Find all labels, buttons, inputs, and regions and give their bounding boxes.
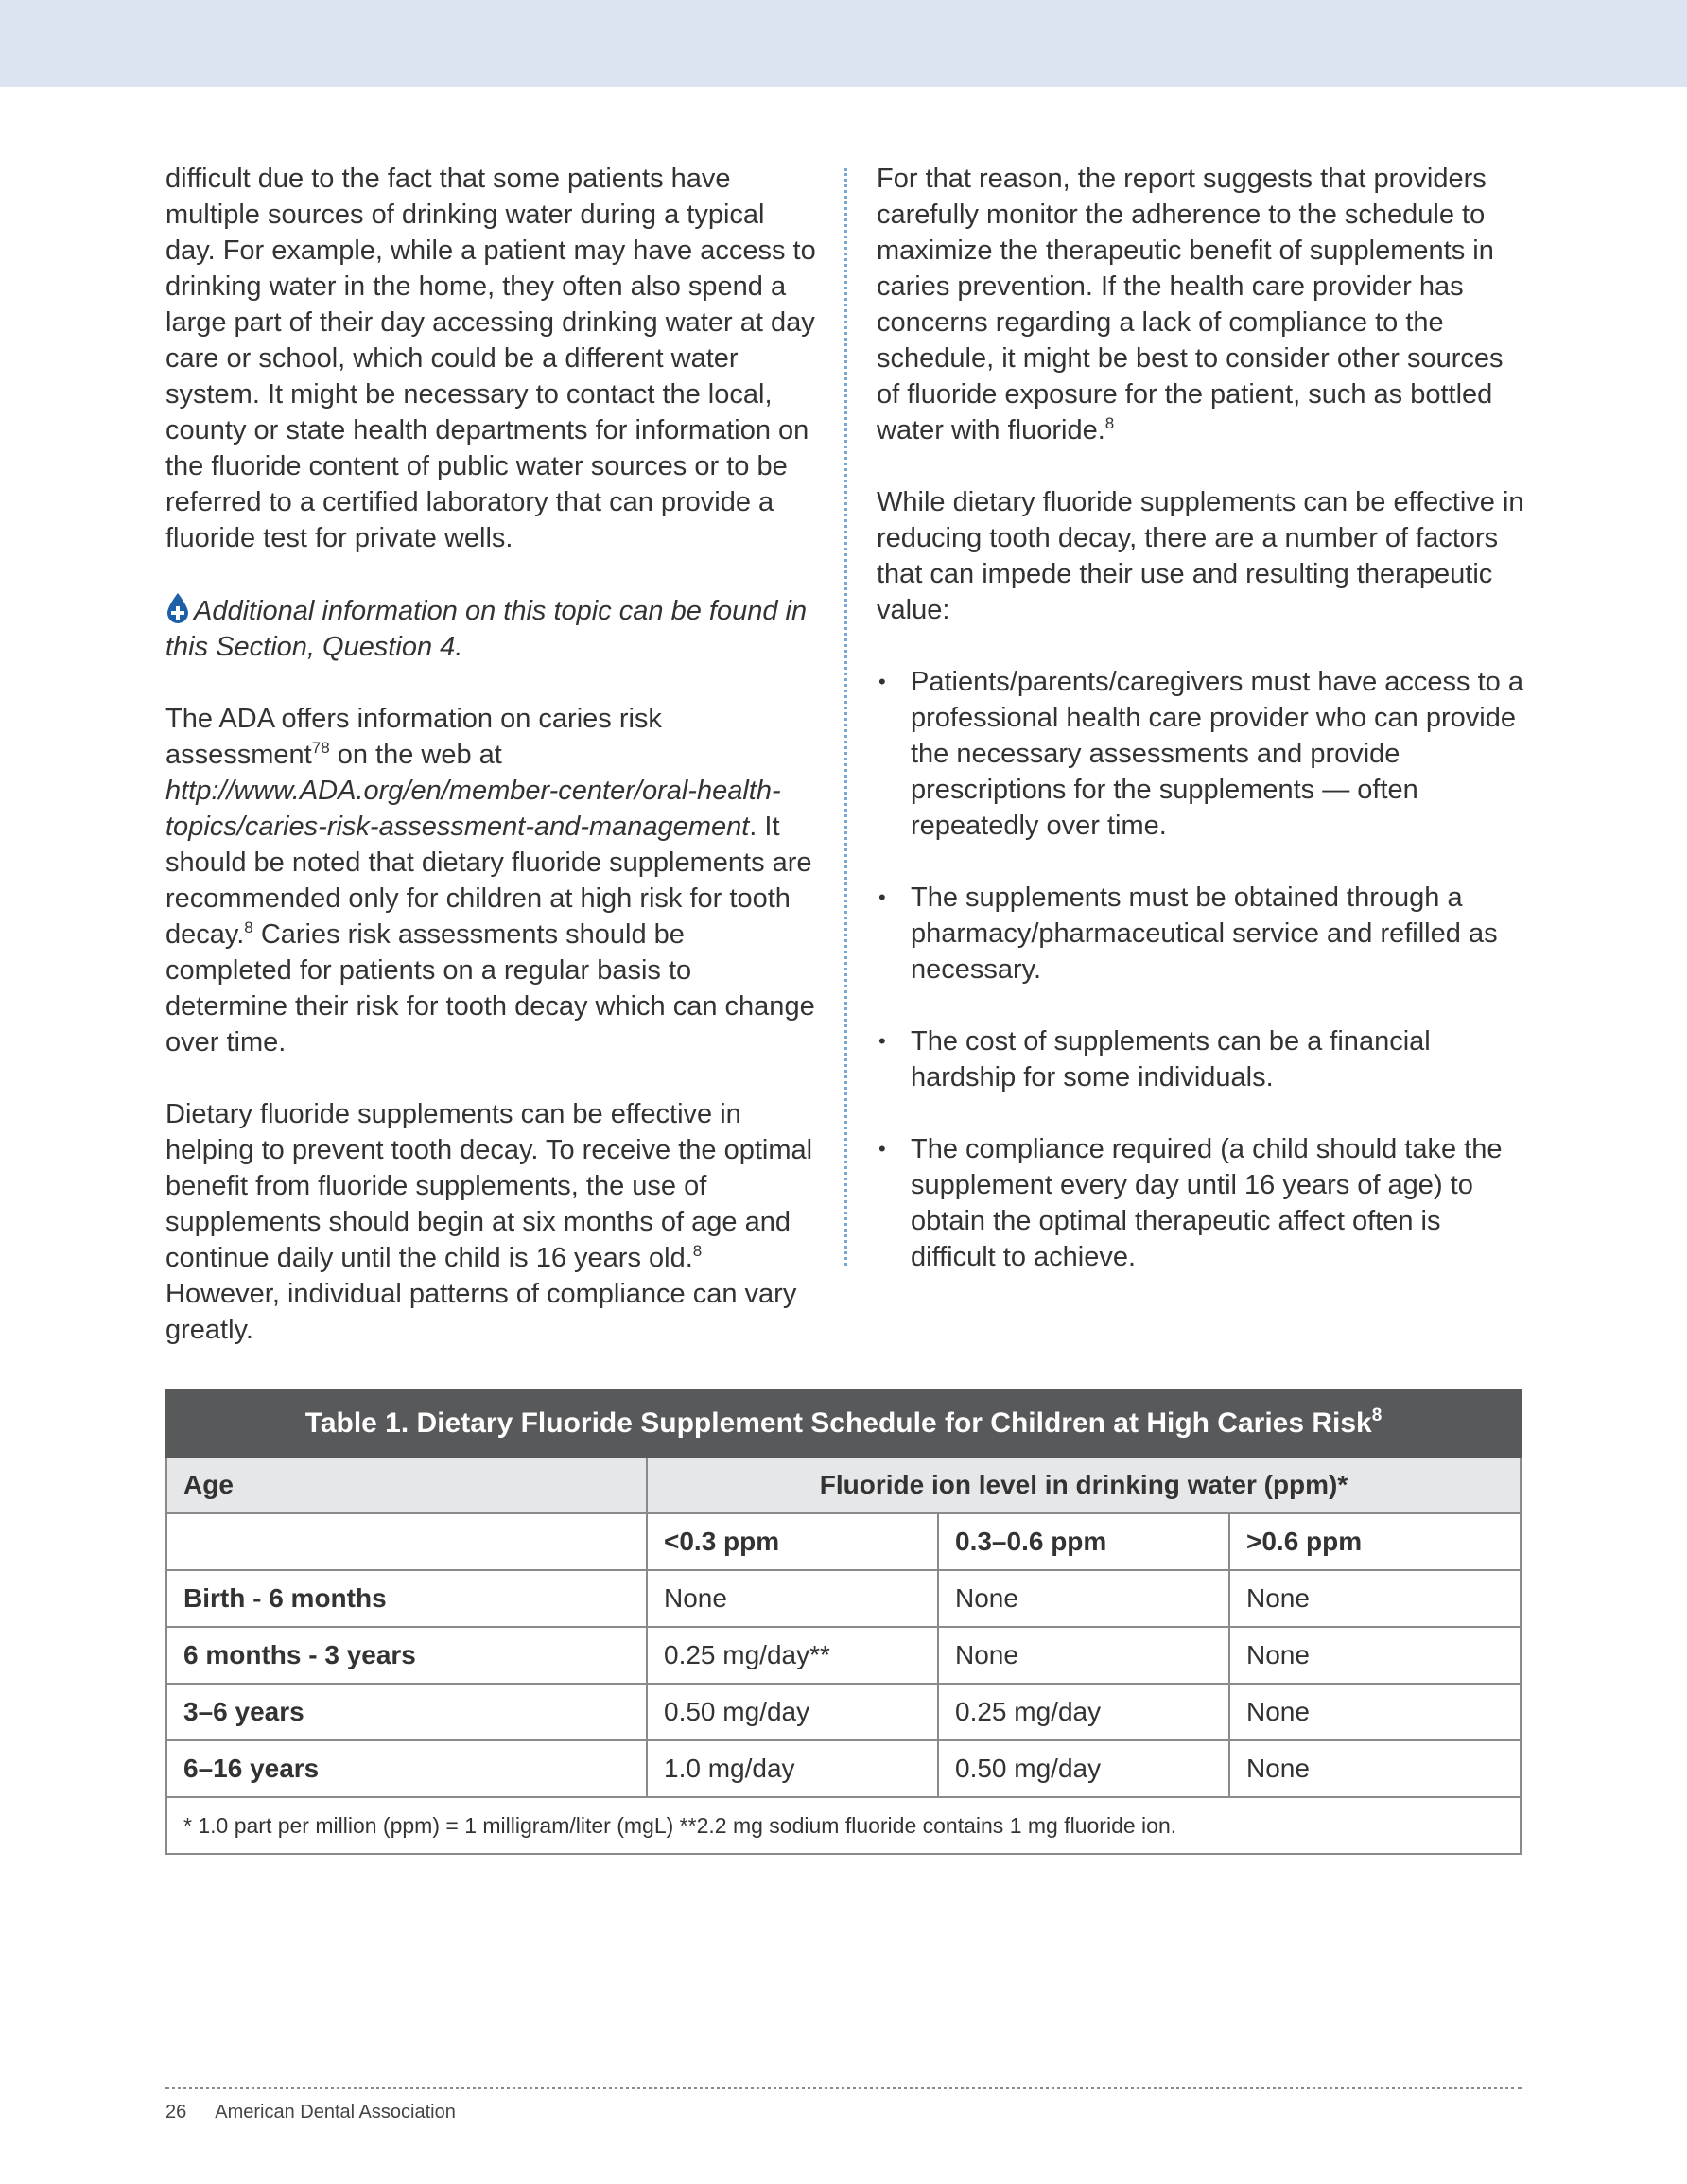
list-item-text: The supplements must be obtained through a pharmacy/pharmaceutical service and refilled as necessary. bbox=[911, 882, 1498, 985]
list-item bbox=[877, 1023, 1529, 1095]
bullet-icon: • bbox=[878, 670, 886, 693]
dose-cell: None bbox=[1229, 1740, 1521, 1797]
bullet-icon: • bbox=[878, 1137, 886, 1161]
footnote-ref: 8 bbox=[244, 918, 253, 936]
text-span: For that reason, the report suggests that providers carefully monitor the adherence to the schedule to maximize the therapeutic benefit of supplements in caries prevention. If the health care provider has concerns regarding a lack of compliance to the schedule, it might be best to consider other sources of fluoride exposure for the patient, such as bottled water with fluoride. bbox=[877, 164, 1504, 446]
age-cell: 3–6 years bbox=[166, 1684, 647, 1740]
age-cell: 6–16 years bbox=[166, 1740, 647, 1797]
text-span: Caries risk assessments should be completed for patients on a regular basis to determine their risk for tooth decay which can change over time. bbox=[165, 919, 815, 1057]
table-footnote: * 1.0 part per million (ppm) = 1 milligram/liter (mgL) **2.2 mg sodium fluoride contains 1 mg fluoride ion. bbox=[166, 1797, 1521, 1854]
dose-cell: 0.25 mg/day** bbox=[647, 1627, 938, 1684]
text-span: Dietary fluoride supplements can be effective in helping to prevent tooth decay. To receive the optimal benefit from fluoride supplements, the use of supplements should begin at six months of age and continue daily until the child is 16 years old. bbox=[165, 1099, 813, 1273]
level-header: Fluoride ion level in drinking water (ppm)* bbox=[647, 1457, 1521, 1513]
level-column-header: >0.6 ppm bbox=[1229, 1513, 1521, 1570]
age-header: Age bbox=[166, 1457, 647, 1513]
list-item bbox=[877, 880, 1529, 987]
footer-divider bbox=[165, 2087, 1522, 2089]
top-header-band bbox=[0, 0, 1687, 87]
age-cell: Birth - 6 months bbox=[166, 1570, 647, 1627]
text-span: The ADA offers information on caries risk assessment bbox=[165, 704, 662, 770]
page-number: 26 bbox=[165, 2102, 187, 2123]
list-item-text: The compliance required (a child should take the supplement every day until 16 years of age) to obtain the optimal therapeutic affect often is difficult to achieve. bbox=[911, 1134, 1503, 1272]
level-column-header: 0.3–0.6 ppm bbox=[938, 1513, 1229, 1570]
left-column bbox=[165, 161, 818, 1384]
dose-cell: 1.0 mg/day bbox=[647, 1740, 938, 1797]
table-title-text: Table 1. Dietary Fluoride Supplement Schedule for Children at High Caries Risk bbox=[304, 1407, 1372, 1439]
dose-cell: None bbox=[1229, 1684, 1521, 1740]
fluoride-supplement-table bbox=[165, 1389, 1522, 1855]
right-paragraph-2: While dietary fluoride supplements can be effective in reducing tooth decay, there are a number of factors that can impede their use and resulting therapeutic value: bbox=[877, 487, 1524, 625]
list-item bbox=[877, 1131, 1529, 1275]
dose-cell: None bbox=[938, 1570, 1229, 1627]
table-title bbox=[166, 1390, 1521, 1457]
list-item-text: The cost of supplements can be a financial hardship for some individuals. bbox=[911, 1026, 1431, 1092]
column-divider bbox=[844, 168, 847, 1266]
footer-organization: American Dental Association bbox=[215, 2102, 456, 2123]
level-column-header: <0.3 ppm bbox=[647, 1513, 938, 1570]
table-row bbox=[166, 1627, 1521, 1684]
dose-cell: None bbox=[1229, 1627, 1521, 1684]
footnote-ref: 8 bbox=[692, 1242, 703, 1260]
table-row bbox=[166, 1740, 1521, 1797]
text-span: . It should be noted that dietary fluoride supplements are recommended only for children at high risk for tooth decay. bbox=[165, 812, 812, 950]
footnote-ref: 8 bbox=[1371, 1406, 1383, 1425]
list-item bbox=[877, 664, 1529, 844]
info-plus-drop-icon bbox=[165, 592, 190, 624]
right-paragraph-1 bbox=[877, 161, 1529, 448]
info-note[interactable] bbox=[165, 592, 818, 665]
info-note-text: Additional information on this topic can be found in this Section, Question 4. bbox=[165, 596, 808, 662]
right-column bbox=[877, 161, 1529, 1311]
table-row bbox=[166, 1684, 1521, 1740]
left-paragraph-3 bbox=[165, 701, 818, 1060]
dose-cell: None bbox=[1229, 1570, 1521, 1627]
text-span: However, individual patterns of compliance can vary greatly. bbox=[165, 1279, 797, 1345]
ada-caries-link[interactable]: http://www.ADA.org/en/member-center/oral-health-topics/caries-risk-assessment-and-management bbox=[165, 776, 781, 842]
footnote-ref: 8 bbox=[1104, 414, 1115, 432]
dose-cell: 0.50 mg/day bbox=[647, 1684, 938, 1740]
bullet-icon: • bbox=[878, 885, 886, 909]
dose-cell: 0.25 mg/day bbox=[938, 1684, 1229, 1740]
age-cell: 6 months - 3 years bbox=[166, 1627, 647, 1684]
text-span: on the web at bbox=[329, 740, 502, 770]
factor-list bbox=[877, 664, 1529, 1275]
dose-cell: 0.50 mg/day bbox=[938, 1740, 1229, 1797]
dose-cell: None bbox=[647, 1570, 938, 1627]
dose-cell: None bbox=[938, 1627, 1229, 1684]
empty-cell bbox=[166, 1513, 647, 1570]
list-item-text: Patients/parents/caregivers must have access to a professional health care provider who can provide the necessary assessments and provide prescriptions for the supplements — often repeatedly over time. bbox=[911, 667, 1523, 841]
bullet-icon: • bbox=[878, 1029, 886, 1053]
footnote-ref: 78 bbox=[311, 739, 330, 757]
left-paragraph-1: difficult due to the fact that some patients have multiple sources of drinking water during a typical day. For example, while a patient may have access to drinking water in the home, they often also spend a large part of their day accessing drinking water at day care or school, which could be a different water system. It might be necessary to contact the local, county or state health departments for information on the fluoride content of public water sources or to be referred to a certified laboratory that can provide a fluoride test for private wells. bbox=[165, 164, 816, 553]
table-row bbox=[166, 1570, 1521, 1627]
page-footer bbox=[165, 2102, 456, 2123]
left-paragraph-4 bbox=[165, 1096, 818, 1348]
